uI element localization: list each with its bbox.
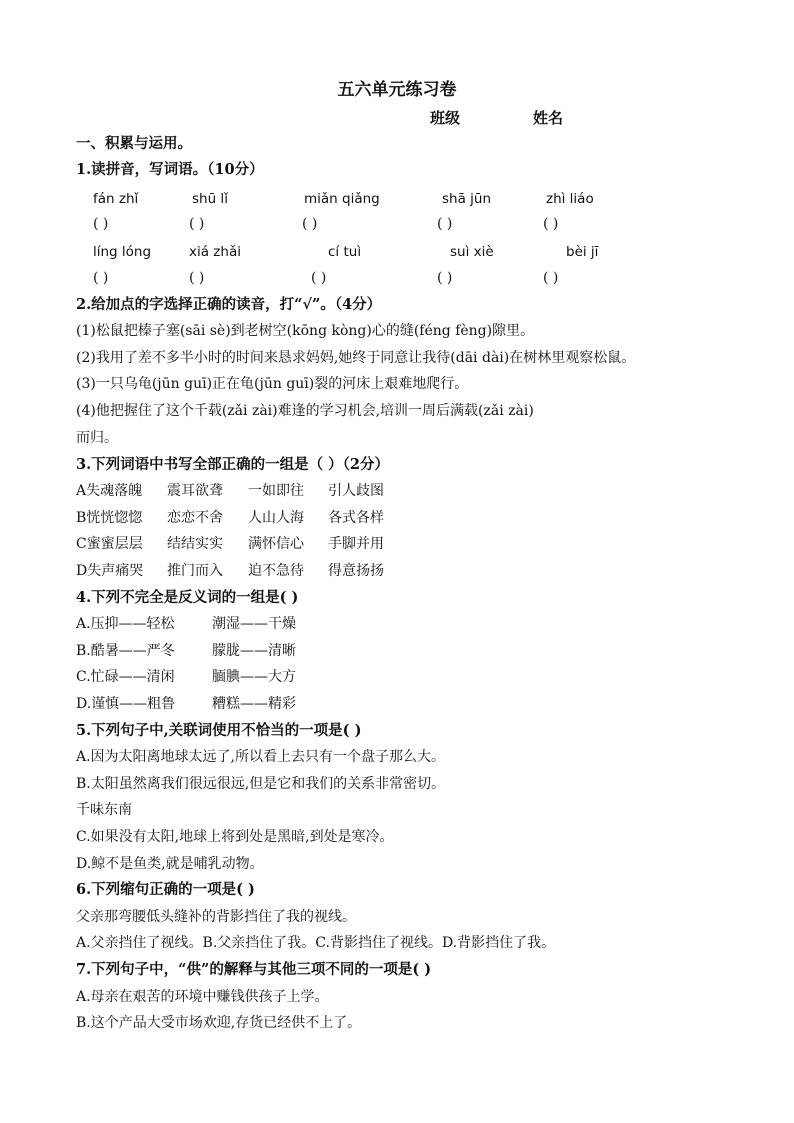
answer-blank[interactable]: ( ) [543, 270, 559, 286]
pinyin-item: shā jūn [442, 191, 492, 207]
pinyin-item: fán zhǐ [93, 191, 139, 207]
answer-blank[interactable]: ( ) [311, 270, 327, 286]
antonym-pair: 朦胧——清晰 [212, 643, 296, 659]
word-choice: 手脚并用 [328, 536, 384, 552]
pinyin-item: líng lóng [93, 244, 152, 260]
antonym-pair: D.谨慎——粗鲁 [76, 696, 176, 712]
answer-blank[interactable]: ( ) [93, 216, 109, 232]
question-6-heading: 6.下列缩句正确的一项是( ) [76, 881, 255, 898]
page-title: 五六单元练习卷 [337, 80, 457, 100]
question-2-item: (1)松鼠把榛子塞(sāi sè)到老树空(kōng kòng)心的缝(féng fèng)隙里。 [76, 323, 535, 339]
word-choice: B恍恍惚惚 [76, 510, 143, 526]
antonym-pair: A.压抑——轻松 [76, 616, 175, 632]
question-2-heading: 2.给加点的字选择正确的读音，打“√”。（4分） [76, 296, 382, 313]
answer-blank[interactable]: ( ) [93, 270, 109, 286]
word-choice: 满怀信心 [248, 536, 304, 552]
word-choice: 恋恋不舍 [167, 510, 223, 526]
section-heading: 一、积累与运用。 [76, 135, 192, 152]
pinyin-item: zhì liáo [546, 191, 594, 207]
pinyin-item: xiá zhǎi [189, 244, 241, 260]
answer-blank[interactable]: ( ) [437, 270, 453, 286]
word-choice: C蜜蜜层层 [76, 536, 143, 552]
pinyin-item: suì xiè [450, 244, 494, 260]
word-choice: 结结实实 [167, 536, 223, 552]
question-5-line: A.因为太阳离地球太远了,所以看上去只有一个盘子那么大。 [76, 749, 446, 765]
answer-blank[interactable]: ( ) [189, 270, 205, 286]
word-choice: 人山人海 [248, 510, 304, 526]
question-3-heading: 3.下列词语中书写全部正确的一组是（ ）（2分） [76, 456, 390, 473]
question-4-heading: 4.下列不完全是反义词的一组是( ) [76, 589, 299, 606]
antonym-pair: B.酷暑——严冬 [76, 643, 175, 659]
answer-blank[interactable]: ( ) [189, 216, 205, 232]
antonym-pair: 潮湿——干燥 [212, 616, 296, 632]
class-label: 班级 [430, 109, 461, 127]
antonym-pair: C.忙碌——清闲 [76, 669, 175, 685]
pinyin-item: cí tuì [328, 244, 362, 260]
question-5-line: C.如果没有太阳,地球上将到处是黑暗,到处是寒冷。 [76, 829, 394, 845]
word-choice: 推门而入 [167, 563, 223, 579]
question-7-heading: 7.下列句子中，“供”的解释与其他三项不同的一项是( ) [76, 961, 432, 978]
question-6-options: A.父亲挡住了视线。B.父亲挡住了我。C.背影挡住了视线。D.背影挡住了我。 [76, 935, 556, 951]
pinyin-item: shū lǐ [192, 191, 228, 207]
word-choice: 一如即往 [248, 483, 304, 499]
word-choice: 引人歧图 [328, 483, 384, 499]
word-choice: 迫不急待 [248, 563, 304, 579]
pinyin-item: bèi jī [566, 244, 599, 260]
question-5-line: 千味东南 [76, 802, 132, 818]
question-7-line: B.这个产品大受市场欢迎,存货已经供不上了。 [76, 1015, 362, 1031]
answer-blank[interactable]: ( ) [543, 216, 559, 232]
name-label: 姓名 [533, 109, 564, 127]
word-choice: A失魂落魄 [76, 483, 143, 499]
word-choice: 震耳欲聋 [167, 483, 223, 499]
question-7-line: A.母亲在艰苦的环境中赚钱供孩子上学。 [76, 989, 329, 1005]
answer-blank[interactable]: ( ) [302, 216, 318, 232]
word-choice: D失声痛哭 [76, 563, 144, 579]
pinyin-item: miǎn qiǎng [304, 191, 380, 207]
word-choice: 各式各样 [328, 510, 384, 526]
question-2-item: (3)一只乌龟(jūn guī)正在龟(jūn guī)裂的河床上艰难地爬行。 [76, 376, 469, 392]
question-5-line: B.太阳虽然离我们很远很远,但是它和我们的关系非常密切。 [76, 776, 446, 792]
answer-blank[interactable]: ( ) [437, 216, 453, 232]
question-2-item: (4)他把握住了这个千载(zǎi zài)难逢的学习机会,培训一周后满载(zǎi zài) [76, 403, 534, 419]
antonym-pair: 腼腆——大方 [212, 669, 296, 685]
word-choice: 得意扬扬 [328, 563, 384, 579]
question-1-heading: 1.读拼音，写词语。（10分） [76, 161, 264, 178]
question-5-heading: 5.下列句子中,关联词使用不恰当的一项是( ) [76, 722, 362, 739]
question-6-sentence: 父亲那弯腰低头缝补的背影挡住了我的视线。 [76, 909, 356, 925]
question-2-item: 而归。 [76, 430, 118, 446]
question-5-line: D.鲸不是鱼类,就是哺乳动物。 [76, 856, 264, 872]
antonym-pair: 糟糕——精彩 [212, 696, 296, 712]
question-2-item: (2)我用了差不多半小时的时间来恳求妈妈,她终于同意让我待(dāi dài)在树林里观察松鼠。 [76, 350, 636, 366]
